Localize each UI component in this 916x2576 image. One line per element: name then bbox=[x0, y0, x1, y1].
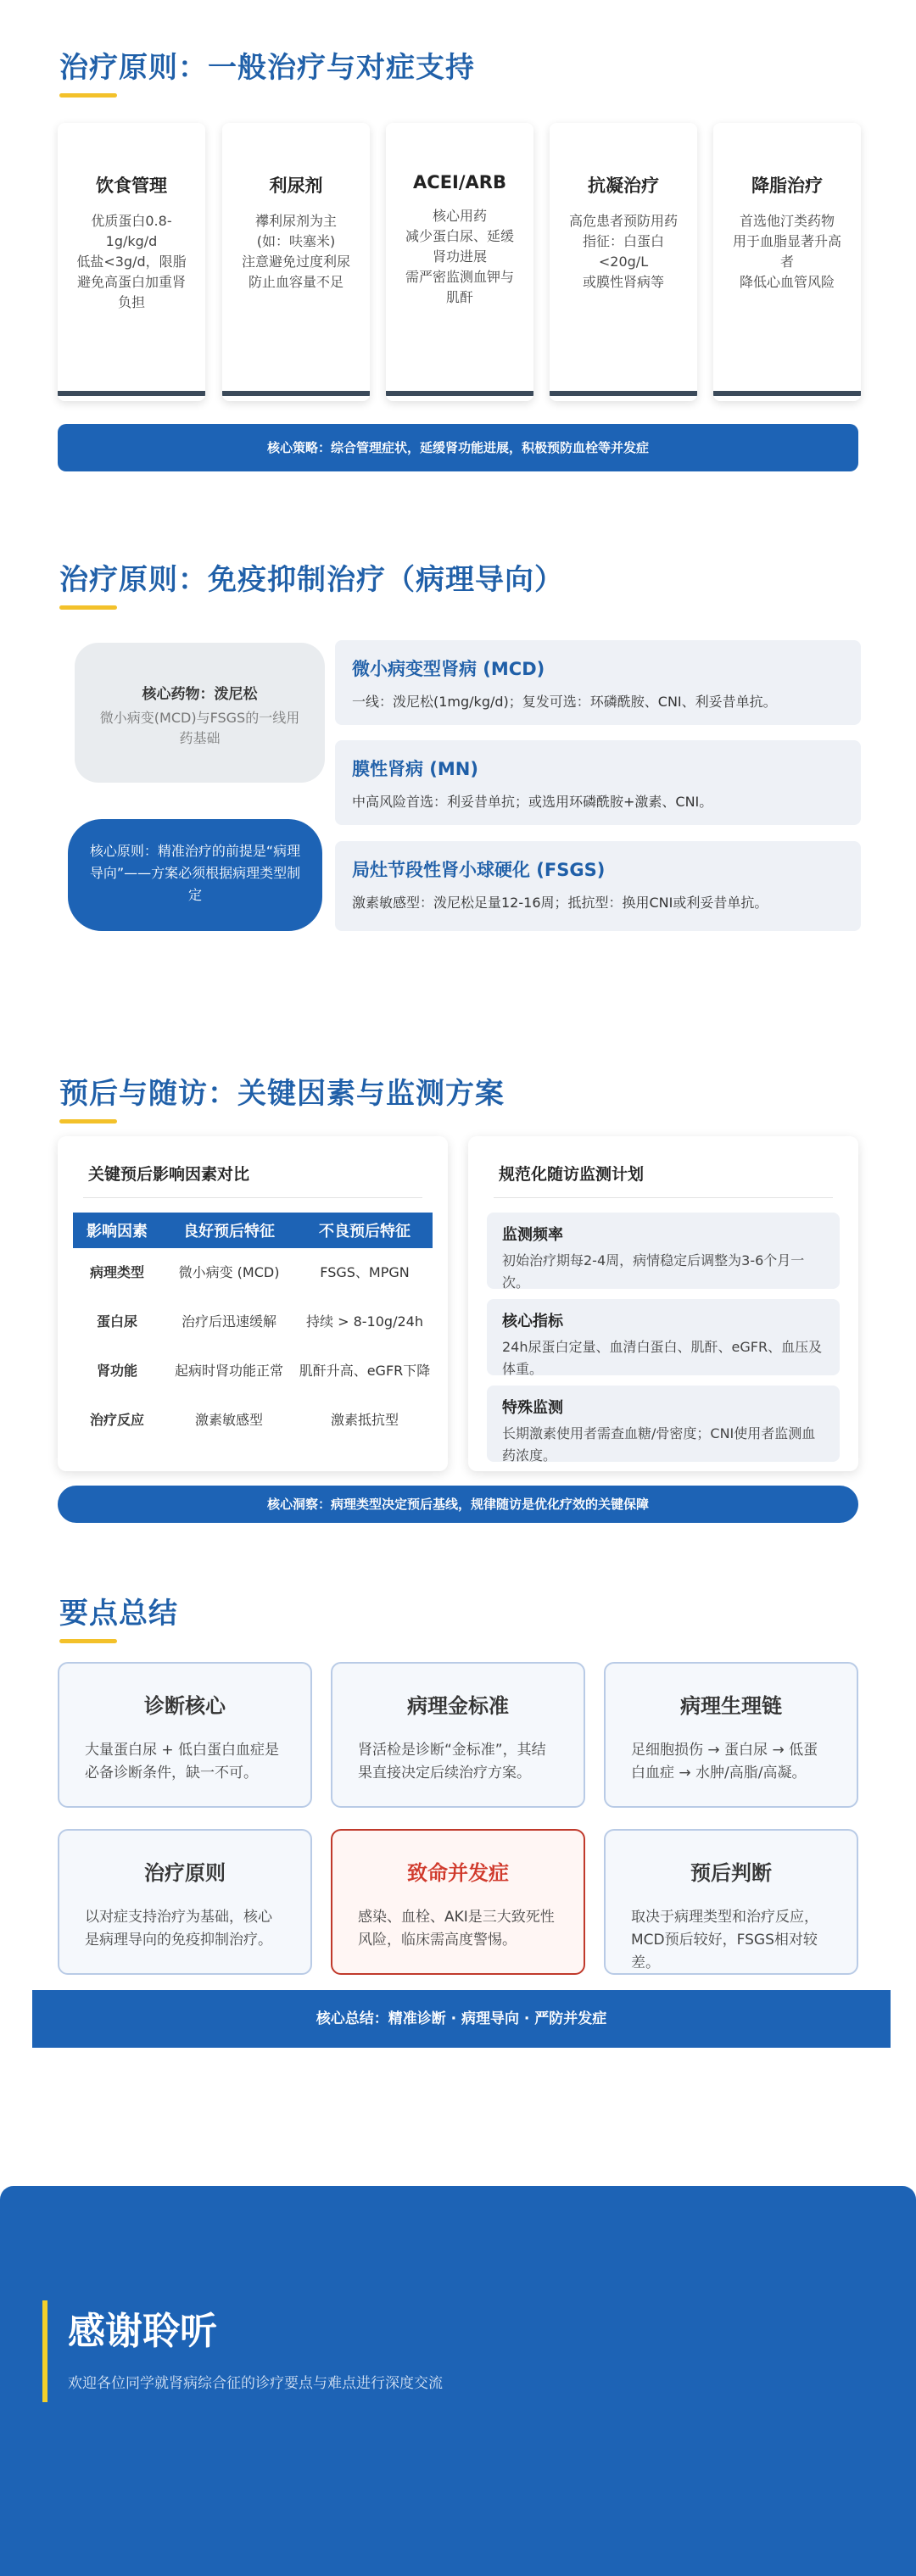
card-body: 首选他汀类药物 用于血脂显著升高 者 降低心血管风险 bbox=[732, 213, 841, 290]
card-title: ACEI/ARB bbox=[413, 172, 506, 192]
card-bottom-bar bbox=[550, 391, 697, 396]
table-row bbox=[73, 1297, 433, 1347]
card-bottom-bar bbox=[58, 391, 205, 396]
core-principle-box: 核心原则：精准治疗的前提是“病理导向”——方案必须根据病理类型制定 bbox=[68, 819, 322, 931]
card-acei-arb bbox=[386, 123, 533, 401]
panel-title: 关键预后影响因素对比 bbox=[88, 1165, 250, 1184]
card-diuretic bbox=[222, 123, 370, 401]
footer-accent-bar bbox=[42, 2300, 47, 2402]
section-title-summary bbox=[59, 1590, 178, 1631]
panel-divider bbox=[83, 1197, 422, 1198]
section-title-general-treatment bbox=[59, 44, 475, 86]
summary-card-diagnosis bbox=[58, 1662, 312, 1808]
table-cell: 治疗反应 bbox=[89, 1412, 144, 1428]
title-underline bbox=[59, 1639, 117, 1643]
footer-subtitle: 欢迎各位同学就肾病综合征的诊疗要点与难点进行深度交流 bbox=[68, 2375, 443, 2392]
monitor-title: 监测频率 bbox=[502, 1226, 563, 1244]
table-cell: 蛋白尿 bbox=[96, 1313, 137, 1330]
monitor-item-indicators bbox=[487, 1299, 840, 1375]
monitor-desc: 初始治疗期每2-4周，病情稳定后调整为3-6个月一次。 bbox=[502, 1252, 805, 1291]
summary-title: 预后判断 bbox=[690, 1861, 772, 1885]
strategy-banner: 核心策略：综合管理症状，延缓肾功能进展，积极预防血栓等并发症 bbox=[58, 424, 858, 471]
monitor-item-special bbox=[487, 1386, 840, 1462]
summary-desc: 大量蛋白尿 + 低白蛋白血症是必备诊断条件，缺一不可。 bbox=[85, 1742, 280, 1781]
card-body: 高危患者预防用药 指征：白蛋白 <20g/L 或膜性肾病等 bbox=[568, 213, 678, 290]
pathology-desc: 激素敏感型：泼尼松足量12-16周；抵抗型：换用CNI或利妥昔单抗。 bbox=[352, 895, 768, 911]
section-title-text: 预后与随访：关键因素与监测方案 bbox=[59, 1077, 505, 1111]
summary-title: 诊断核心 bbox=[144, 1694, 226, 1718]
pathology-card-mn bbox=[335, 740, 861, 825]
table-cell: 持续 > 8-10g/24h bbox=[306, 1313, 423, 1330]
summary-banner: 核心总结：精准诊断 · 病理导向 · 严防并发症 bbox=[32, 1990, 891, 2048]
title-underline bbox=[59, 93, 117, 98]
summary-card-prognosis bbox=[604, 1829, 858, 1975]
summary-card-pathology bbox=[331, 1662, 585, 1808]
table-cell: 病理类型 bbox=[89, 1264, 144, 1280]
card-title: 降脂治疗 bbox=[751, 176, 823, 196]
panel-title: 规范化随访监测计划 bbox=[499, 1165, 645, 1184]
table-cell: 微小病变 (MCD) bbox=[178, 1264, 280, 1280]
summary-title: 治疗原则 bbox=[144, 1861, 226, 1885]
followup-plan-panel bbox=[468, 1136, 858, 1471]
summary-desc: 感染、血栓、AKI是三大致死性风险，临床需高度警惕。 bbox=[358, 1909, 555, 1949]
monitor-title: 特殊监测 bbox=[502, 1399, 563, 1417]
table-row bbox=[73, 1347, 433, 1396]
card-diet bbox=[58, 123, 205, 401]
table-cell: 激素抵抗型 bbox=[330, 1412, 399, 1428]
table-row bbox=[73, 1248, 433, 1297]
card-bottom-bar bbox=[713, 391, 861, 396]
card-lipid-lowering bbox=[713, 123, 861, 401]
section-title-text: 治疗原则：免疫抑制治疗（病理导向） bbox=[59, 563, 564, 597]
summary-desc: 肾活检是诊断“金标准”，其结果直接决定后续治疗方案。 bbox=[358, 1742, 546, 1781]
card-bottom-bar bbox=[222, 391, 370, 396]
monitor-desc: 长期激素使用者需查血糖/骨密度；CNI使用者监测血药浓度。 bbox=[502, 1425, 816, 1464]
summary-title: 病理生理链 bbox=[680, 1694, 782, 1718]
title-underline bbox=[59, 1119, 117, 1124]
table-header: 影响因素 bbox=[73, 1213, 161, 1248]
table-cell: 肾功能 bbox=[96, 1363, 137, 1379]
monitor-title: 核心指标 bbox=[502, 1313, 563, 1330]
table-row bbox=[73, 1396, 433, 1445]
table-cell: 治疗后迅速缓解 bbox=[181, 1313, 276, 1330]
pathology-desc: 中高风险首选：利妥昔单抗；或选用环磷酰胺+激素、CNI。 bbox=[352, 794, 713, 810]
summary-desc: 取决于病理类型和治疗反应，MCD预后较好，FSGS相对较差。 bbox=[631, 1909, 818, 1971]
core-drug-desc: 微小病变(MCD)与FSGS的一线用药基础 bbox=[99, 710, 300, 746]
table-header: 不良预后特征 bbox=[297, 1213, 433, 1248]
pathology-title: 局灶节段性肾小球硬化 (FSGS) bbox=[352, 860, 606, 880]
summary-desc: 以对症支持治疗为基础，核心是病理导向的免疫抑制治疗。 bbox=[85, 1909, 272, 1949]
prognosis-factors-panel bbox=[58, 1136, 448, 1471]
title-underline bbox=[59, 605, 117, 610]
card-body: 襻利尿剂为主 (如：呋塞米) 注意避免过度利尿 防止血容量不足 bbox=[241, 213, 350, 290]
section-title-prognosis bbox=[59, 1070, 505, 1112]
insight-banner: 核心洞察：病理类型决定预后基线，规律随访是优化疗效的关键保障 bbox=[58, 1486, 858, 1523]
section-title-text: 要点总结 bbox=[59, 1597, 178, 1631]
footer-title: 感谢聆听 bbox=[68, 2310, 217, 2353]
summary-card-complications bbox=[331, 1829, 585, 1975]
summary-card-pathophysiology bbox=[604, 1662, 858, 1808]
pathology-card-fsgs bbox=[335, 841, 861, 931]
pathology-desc: 一线：泼尼松(1mg/kg/d)；复发可选：环磷酰胺、CNI、利妥昔单抗。 bbox=[352, 694, 777, 710]
card-title: 利尿剂 bbox=[269, 176, 323, 196]
card-title: 饮食管理 bbox=[96, 176, 167, 196]
section-title-immunosuppression bbox=[59, 556, 564, 598]
thanks-footer bbox=[0, 2186, 916, 2576]
summary-title: 致命并发症 bbox=[407, 1861, 509, 1885]
pathology-title: 膜性肾病 (MN) bbox=[352, 759, 478, 779]
table-header: 良好预后特征 bbox=[161, 1213, 297, 1248]
core-drug-box bbox=[75, 643, 325, 783]
panel-divider bbox=[494, 1197, 833, 1198]
table-cell: 起病时肾功能正常 bbox=[174, 1363, 283, 1379]
table-cell: 肌酐升高、eGFR下降 bbox=[299, 1363, 431, 1379]
summary-card-treatment bbox=[58, 1829, 312, 1975]
card-title: 抗凝治疗 bbox=[588, 176, 659, 196]
monitor-desc: 24h尿蛋白定量、血清白蛋白、肌酐、eGFR、血压及体重。 bbox=[502, 1339, 823, 1377]
pathology-title: 微小病变型肾病 (MCD) bbox=[352, 659, 545, 679]
monitor-item-frequency bbox=[487, 1213, 840, 1289]
core-drug-title: 核心药物：泼尼松 bbox=[142, 686, 258, 703]
table-cell: 激素敏感型 bbox=[194, 1412, 263, 1428]
pathology-card-mcd bbox=[335, 640, 861, 725]
card-bottom-bar bbox=[386, 391, 533, 396]
card-anticoagulation bbox=[550, 123, 697, 401]
card-body: 优质蛋白0.8- 1g/kg/d 低盐<3g/d，限脂 避免高蛋白加重肾 负担 bbox=[76, 213, 187, 310]
summary-title: 病理金标准 bbox=[407, 1694, 509, 1718]
table-cell: FSGS、MPGN bbox=[320, 1264, 410, 1280]
prognosis-table bbox=[73, 1213, 433, 1445]
table-header-row bbox=[73, 1213, 433, 1248]
section-title-text: 治疗原则：一般治疗与对症支持 bbox=[59, 51, 475, 85]
summary-desc: 足细胞损伤 → 蛋白尿 → 低蛋白血症 → 水肿/高脂/高凝。 bbox=[631, 1742, 818, 1781]
card-body: 核心用药 减少蛋白尿、延缓 肾功进展 需严密监测血钾与 肌酐 bbox=[405, 208, 514, 305]
